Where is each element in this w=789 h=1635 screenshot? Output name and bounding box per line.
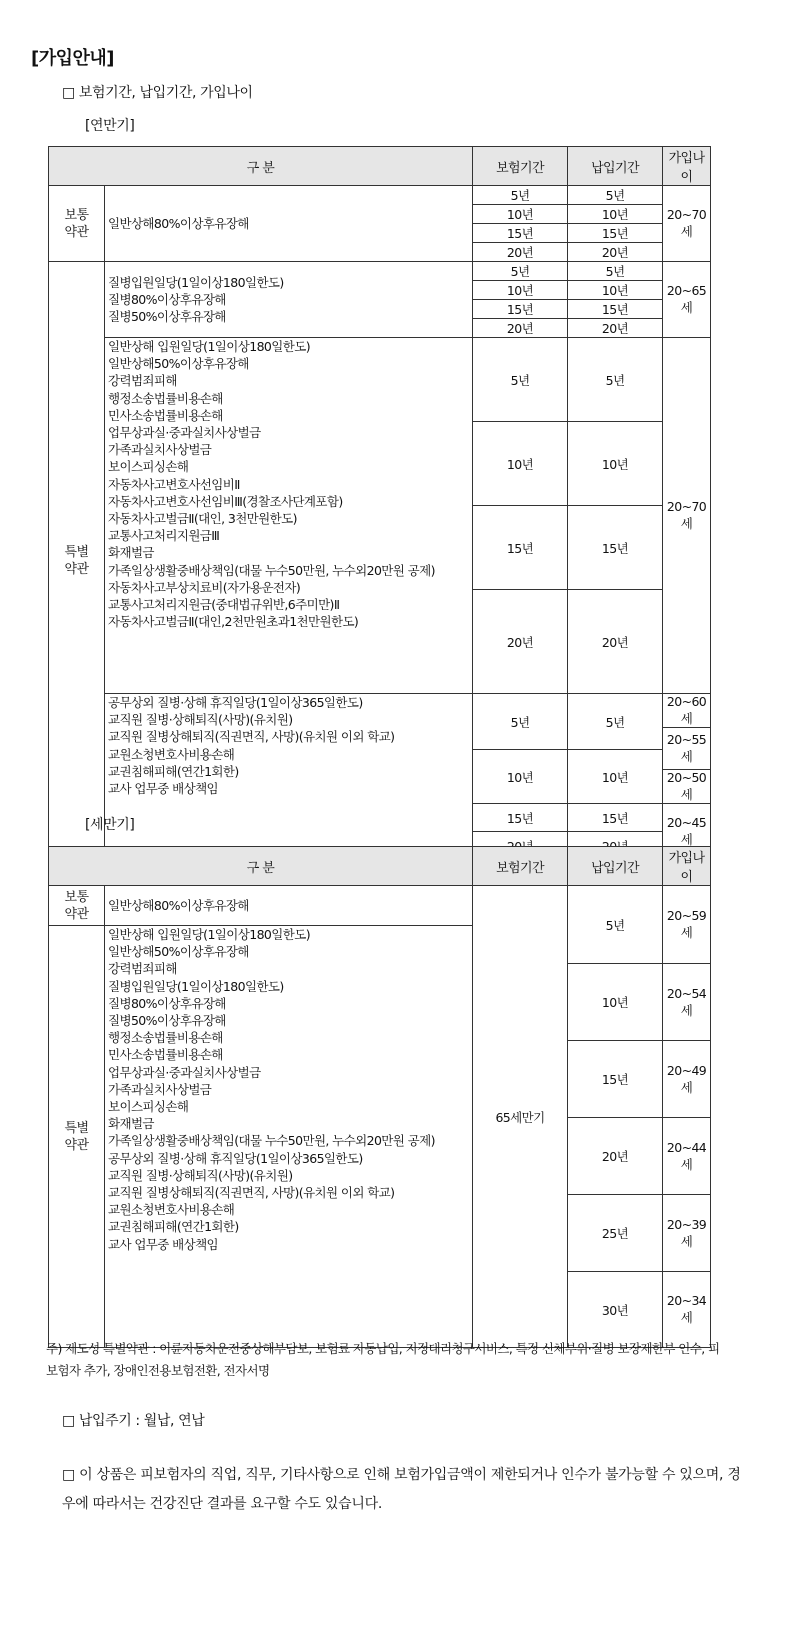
age-cell: 20~39세 (663, 1195, 711, 1272)
period-cell: 15년 (473, 224, 568, 243)
payment-cell: 20년 (568, 319, 663, 338)
payment-cell: 20년 (568, 243, 663, 262)
payment-cell: 10년 (568, 750, 663, 804)
system-rider-note: 주) 제도성 특별약관 : 이륜자동차운전중상해부담보, 보험료 자동납입, 지정대리청구서비스, 특정 신체부위·질병 보장제한부 인수, 피보험자 추가, 장애인전용보험전환, 전자서명 (46, 1341, 720, 1378)
header-payment: 납입기간 (568, 147, 663, 186)
special-items-group1: 질병입원일당(1일이상180일한도) 질병80%이상후유장해 질병50%이상후유장해 (105, 262, 473, 338)
special-items: 일반상해 입원일당(1일이상180일한도) 일반상해50%이상후유장해 강력범죄피해 질병입원일당(1일이상180일한도) 질병80%이상후유장해 질병50%이상후유장해 행정소송법률비용손해 민사소송법률비용손해 업무상과실·중과실치사상벌금 가족과실치사상벌금 보이스피싱손해 화재벌금 가족일상생활중배상책임(대물 누수50만원, 누수외20만원 공제) 공무상외 질병·상해 휴직일당(1일이상365일한도) 교직원 질병·상해퇴직(사망)(유치원) 교직원 질병상해퇴직(직권면직, 사망)(유치원 이외 학교) 교원소청변호사비용손해 교권침해피해(연간1회한) 교사 업무중 배상책임 (105, 926, 473, 1348)
payment-cell: 30년 (568, 1272, 663, 1348)
payment-cell: 5년 (568, 694, 663, 750)
header-category: 구 분 (49, 847, 473, 886)
age-cell: 20~54세 (663, 964, 711, 1041)
annual-table (48, 146, 711, 860)
payment-cell: 20년 (568, 590, 663, 694)
age-cell: 20~44세 (663, 1118, 711, 1195)
period-cell: 10년 (473, 281, 568, 300)
basic-item: 일반상해80%이상후유장해 (105, 186, 473, 262)
period-cell: 20년 (473, 590, 568, 694)
page-title: [가입안내] (31, 48, 115, 69)
payment-cell: 15년 (568, 224, 663, 243)
payment-cell: 5년 (568, 338, 663, 422)
full-label: [세만기] (85, 817, 135, 833)
special-items-group3: 공무상외 질병·상해 휴직일당(1일이상365일한도) 교직원 질병·상해퇴직(사망)(유치원) 교직원 질병상해퇴직(직권면직, 사망)(유치원 이외 학교) 교원소청변호사비용손해 교권침해피해(연간1회한) 교사 업무중 배상책임 (105, 694, 473, 860)
age-cell: 20~65세 (663, 262, 711, 338)
payment-cell: 5년 (568, 262, 663, 281)
header-period: 보험기간 (473, 847, 568, 886)
payment-cycle: □ 납입주기 : 월납, 연납 (62, 1413, 205, 1429)
age-cell: 20~50세 (663, 770, 711, 804)
age-cell: 20~59세 (663, 886, 711, 964)
category-basic: 보통 약관 (49, 886, 105, 926)
period-cell: 20년 (473, 319, 568, 338)
header-age: 가입나이 (663, 147, 711, 186)
age-cell: 20~49세 (663, 1041, 711, 1118)
period-cell: 5년 (473, 338, 568, 422)
age-cell: 20~55세 (663, 728, 711, 770)
payment-cell: 20년 (568, 1118, 663, 1195)
period-cell: 10년 (473, 205, 568, 224)
special-items-group2: 일반상해 입원일당(1일이상180일한도) 일반상해50%이상후유장해 강력범죄피해 행정소송법률비용손해 민사소송법률비용손해 업무상과실·중과실치사상벌금 가족과실치사상벌금 보이스피싱손해 자동차사고변호사선임비Ⅱ 자동차사고변호사선임비Ⅲ(경찰조사단계포함) 자동차사고벌금Ⅱ(대인, 3천만원한도) 교통사고처리지원금Ⅲ 화재벌금 가족일상생활중배상책임(대물 누수50만원, 누수외20만원 공제) 자동차사고부상치료비(자가용운전자) 교통사고처리지원금(중대법규위반,6주미만)Ⅱ 자동차사고벌금Ⅱ(대인,2천만원초과1천만원한도) (105, 338, 473, 694)
payment-cell: 5년 (568, 886, 663, 964)
full-table (48, 846, 711, 1348)
category-special: 특별 약관 (49, 926, 105, 1348)
period-cell: 5년 (473, 262, 568, 281)
header-category: 구 분 (49, 147, 473, 186)
payment-cell: 15년 (568, 506, 663, 590)
header-payment: 납입기간 (568, 847, 663, 886)
underwriting-notice: □ 이 상품은 피보험자의 직업, 직무, 기타사항으로 인해 보험가입금액이 제한되거나 인수가 불가능할 수 있으며, 경우에 따라서는 건강진단 결과를 요구할 수도 있습니다. (62, 1467, 741, 1512)
payment-cell: 5년 (568, 186, 663, 205)
payment-cell: 25년 (568, 1195, 663, 1272)
period-cell: 15년 (473, 300, 568, 319)
payment-cell: 15년 (568, 804, 663, 832)
age-cell: 20~70세 (663, 186, 711, 262)
period-cell: 5년 (473, 694, 568, 750)
payment-cell: 10년 (568, 964, 663, 1041)
header-period: 보험기간 (473, 147, 568, 186)
category-basic: 보통 약관 (49, 186, 105, 262)
period-cell: 65세만기 (473, 886, 568, 1348)
section-heading: □ 보험기간, 납입기간, 가입나이 (62, 85, 253, 101)
period-cell: 15년 (473, 506, 568, 590)
basic-item: 일반상해80%이상후유장해 (105, 886, 473, 926)
header-age: 가입나이 (663, 847, 711, 886)
period-cell: 15년 (473, 804, 568, 832)
payment-cell: 10년 (568, 281, 663, 300)
period-cell: 5년 (473, 186, 568, 205)
period-cell: 10년 (473, 422, 568, 506)
payment-cell: 10년 (568, 422, 663, 506)
payment-cell: 15년 (568, 300, 663, 319)
period-cell: 10년 (473, 750, 568, 804)
age-cell: 20~60세 (663, 694, 711, 728)
period-cell: 20년 (473, 243, 568, 262)
payment-cell: 15년 (568, 1041, 663, 1118)
payment-cell: 10년 (568, 205, 663, 224)
annual-label: [연만기] (85, 118, 135, 134)
age-cell: 20~45세 (663, 804, 711, 860)
age-cell: 20~70세 (663, 338, 711, 694)
category-special: 특별 약관 (49, 262, 105, 860)
age-cell: 20~34세 (663, 1272, 711, 1348)
